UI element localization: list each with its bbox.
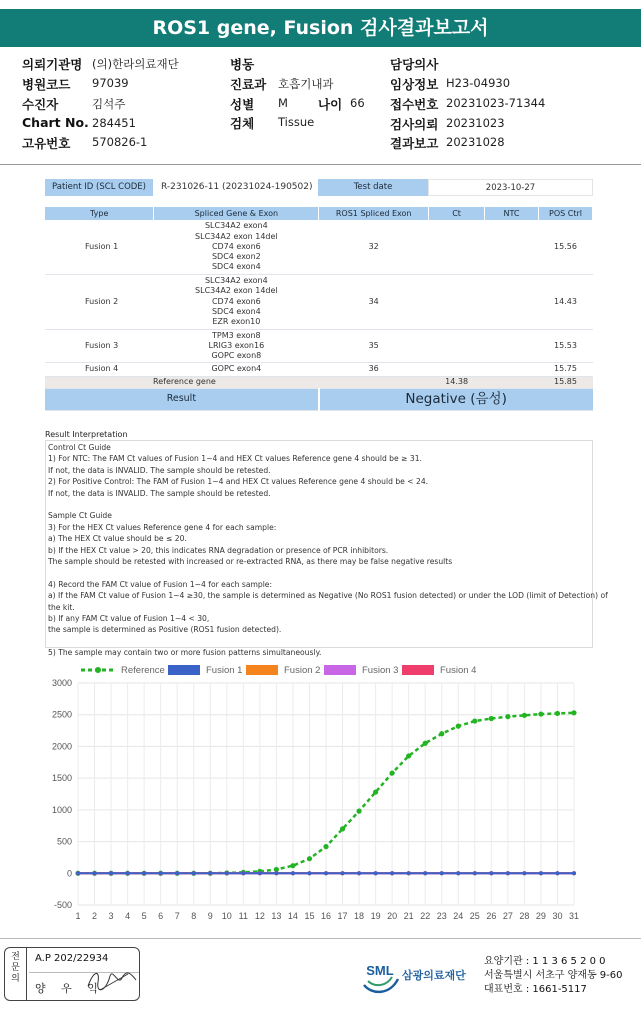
interpretation-line: a) If the FAM Ct value of Fusion 1~4 ≥30, the sample is determined as Negative (No ROS1 fusion detected) or under the LOD (limit of Detection) of <box>48 591 608 601</box>
gene-exon: GOPC exon8 <box>211 351 262 361</box>
data-point <box>439 731 444 736</box>
x-tick-label: 1 <box>75 911 81 921</box>
value-result-report: 20231028 <box>446 135 505 149</box>
value-test-request: 20231023 <box>446 116 505 130</box>
interpretation-line: b) If any FAM Ct value of Fusion 1~4 < 30, <box>48 614 210 624</box>
stamp-side-char: 문 <box>11 963 20 973</box>
x-tick-label: 20 <box>387 911 398 921</box>
test-date-value: 2023-10-27 <box>428 179 593 196</box>
legend-swatch <box>168 665 200 675</box>
data-point <box>225 871 229 875</box>
interpretation-line: If not, the data is INVALID. The sample should be retested. <box>48 465 271 475</box>
ntc-cell <box>485 220 539 275</box>
label-hospital-code: 병원코드 <box>22 77 71 92</box>
label-requesting-institution: 의뢰기관명 <box>22 57 83 72</box>
reference-pos: 15.85 <box>539 376 593 388</box>
pos-cell: 14.43 <box>539 275 593 330</box>
x-tick-label: 9 <box>207 911 213 921</box>
exon-cell: 34 <box>319 275 429 330</box>
data-point <box>473 871 477 875</box>
interpretation-line <box>48 636 590 647</box>
genes-cell <box>154 329 319 363</box>
data-point <box>489 871 493 875</box>
doctor-name: 양 우 익 <box>35 982 104 995</box>
x-tick-label: 21 <box>403 911 414 921</box>
stamp-side-char: 전 <box>11 952 20 962</box>
pos-cell: 15.56 <box>539 220 593 275</box>
interpretation-line: 1) For NTC: The FAM Ct values of Fusion 1~4 and HEX Ct values Reference gene 4 should be ≥ 31. <box>48 454 422 464</box>
type-cell: Fusion 4 <box>45 363 154 376</box>
x-tick-label: 30 <box>552 911 563 921</box>
legend-label: Fusion 2 <box>284 665 321 676</box>
gene-exon: SLC34A2 exon4 <box>204 276 268 285</box>
data-point <box>323 844 328 849</box>
label-ward: 병동 <box>230 57 255 72</box>
exon-cell: 32 <box>319 220 429 275</box>
col-pos-ctrl: POS Ctrl <box>539 207 593 220</box>
data-point <box>291 871 295 875</box>
y-tick-label: 2500 <box>51 709 72 720</box>
gene-exon: EZR exon10 <box>212 317 261 327</box>
exon-cell: 36 <box>319 363 429 376</box>
y-tick-label: -500 <box>53 900 72 910</box>
ct-cell <box>429 220 485 275</box>
gene-exon: TPM3 exon8 <box>212 330 261 340</box>
genes-cell <box>154 220 319 275</box>
legend-swatch-dot <box>95 667 101 673</box>
legend-swatch <box>402 665 434 675</box>
reference-row <box>45 376 593 388</box>
exon-cell: 35 <box>319 329 429 363</box>
label-department: 진료과 <box>230 77 267 92</box>
pos-cell: 15.75 <box>539 363 593 376</box>
value-requesting-institution: (의)한라의료재단 <box>92 57 179 71</box>
interpretation-line: the kit. <box>48 602 75 612</box>
result-row <box>45 388 593 410</box>
data-point <box>374 871 378 875</box>
y-tick-label: 1500 <box>51 773 72 784</box>
ntc-cell <box>485 275 539 330</box>
reference-ct: 14.38 <box>429 376 485 388</box>
pos-cell: 15.53 <box>539 329 593 363</box>
gene-exon: CD74 exon6 <box>211 241 261 251</box>
data-point <box>522 713 527 718</box>
legend-label: Fusion 3 <box>362 665 399 676</box>
amplification-chart <box>40 660 600 925</box>
signature-icon <box>80 966 140 996</box>
label-unique-no: 고유번호 <box>22 136 71 151</box>
x-tick-label: 18 <box>354 911 365 921</box>
interpretation-line: The sample should be retested with increased or re-extracted RNA, as there may be false negative results <box>48 557 453 567</box>
value-department: 호흡기내과 <box>278 77 334 91</box>
ct-cell <box>429 329 485 363</box>
data-point <box>390 871 394 875</box>
table-header-row <box>45 207 593 220</box>
data-point <box>407 871 411 875</box>
value-clinical-info: H23-04930 <box>446 76 511 90</box>
table-row <box>45 275 593 330</box>
data-point <box>93 871 97 875</box>
label-result-report: 결과보고 <box>390 136 439 151</box>
data-point <box>506 871 510 875</box>
col-ros1-exon: ROS1 Spliced Exon <box>319 207 429 220</box>
data-point <box>555 711 560 716</box>
data-point <box>126 871 130 875</box>
data-point <box>307 871 311 875</box>
label-specimen: 검체 <box>230 116 255 131</box>
value-specimen: Tissue <box>278 115 315 129</box>
data-point <box>142 871 146 875</box>
y-tick-label: 1000 <box>51 804 72 815</box>
data-point <box>456 724 461 729</box>
x-tick-label: 23 <box>436 911 447 921</box>
address-line: 대표번호 : 1661-5117 <box>484 984 587 995</box>
gene-exon: SLC34A2 exon 14del <box>195 286 278 296</box>
interpretation-line: Sample Ct Guide <box>48 511 112 521</box>
data-point <box>505 714 510 719</box>
data-point <box>208 871 212 875</box>
pathologist-stamp <box>4 947 140 1001</box>
data-point <box>572 871 576 875</box>
ct-cell <box>429 275 485 330</box>
x-tick-label: 4 <box>125 911 131 921</box>
x-tick-label: 16 <box>320 911 332 921</box>
x-tick-label: 26 <box>486 911 497 921</box>
result-label: Result <box>45 388 319 410</box>
reference-ntc <box>485 376 539 388</box>
interpretation-line <box>48 567 590 578</box>
interpretation-line: Control Ct Guide <box>48 443 111 452</box>
reference-label: Reference gene <box>45 376 429 388</box>
address-line: 서울특별시 서초구 양재동 9-60 <box>484 970 623 981</box>
data-point <box>274 871 278 875</box>
x-tick-label: 19 <box>370 911 381 921</box>
x-tick-label: 24 <box>453 911 464 921</box>
report-title: ROS1 gene, Fusion 검사결과보고서 <box>0 9 641 47</box>
value-unique-no: 570826-1 <box>92 135 148 149</box>
data-point <box>241 871 245 875</box>
legend-label: Fusion 1 <box>206 665 243 676</box>
data-point <box>192 871 196 875</box>
table-row <box>45 329 593 363</box>
data-point <box>423 741 428 746</box>
patient-info <box>22 55 622 155</box>
y-tick-label: 0 <box>66 868 72 879</box>
table-row <box>45 363 593 376</box>
interpretation-title: Result Interpretation <box>45 430 128 439</box>
interpretation-line: 5) The sample may contain two or more fusion patterns simultaneously. <box>48 648 322 658</box>
label-sex: 성별 <box>230 97 255 112</box>
x-tick-label: 2 <box>92 911 98 921</box>
label-reception-no: 접수번호 <box>390 97 439 112</box>
interpretation-line: the sample is determined as Positive (ROS1 fusion detected). <box>48 625 282 635</box>
x-tick-label: 25 <box>469 911 480 921</box>
gene-exon: SDC4 exon2 <box>211 252 261 262</box>
data-point <box>472 718 477 723</box>
data-point <box>357 871 361 875</box>
type-cell: Fusion 3 <box>45 329 154 363</box>
data-point <box>356 809 361 814</box>
result-table <box>45 207 593 411</box>
genes-cell <box>154 363 319 376</box>
interpretation-line: 3) For the HEX Ct values Reference gene 4 for each sample: <box>48 522 277 532</box>
label-clinical-info: 임상정보 <box>390 77 439 92</box>
legend-swatch <box>246 665 278 675</box>
stamp-side-char: 의 <box>11 974 20 984</box>
x-tick-label: 7 <box>174 911 180 921</box>
data-point <box>571 710 576 715</box>
data-point <box>307 856 312 861</box>
x-tick-label: 8 <box>191 911 197 921</box>
address-line: 요양기관 : 1 1 3 6 5 2 0 0 <box>484 956 606 967</box>
x-tick-label: 11 <box>238 911 249 921</box>
interpretation-line <box>48 499 590 510</box>
header-divider <box>0 164 641 165</box>
data-point <box>341 871 345 875</box>
gene-exon: SDC4 exon4 <box>211 262 261 272</box>
legend-label: Fusion 4 <box>440 665 477 676</box>
legend-label: Reference <box>121 665 165 676</box>
x-tick-label: 22 <box>420 911 431 921</box>
data-point <box>406 753 411 758</box>
x-tick-label: 27 <box>502 911 513 921</box>
footer-divider <box>0 938 641 939</box>
x-tick-label: 17 <box>337 911 348 921</box>
interpretation-box <box>45 440 608 658</box>
data-point <box>159 871 163 875</box>
data-point <box>489 716 494 721</box>
data-point <box>555 871 559 875</box>
data-point <box>290 863 295 868</box>
col-gene-exon: Spliced Gene & Exon <box>154 207 319 220</box>
data-point <box>175 871 179 875</box>
data-point <box>423 871 427 875</box>
value-sex: M <box>278 96 288 110</box>
gene-exon: CD74 exon6 <box>211 296 261 306</box>
data-point <box>539 871 543 875</box>
x-tick-label: 12 <box>254 911 265 921</box>
interpretation-line: If not, the data is INVALID. The sample should be retested. <box>48 488 271 498</box>
x-tick-label: 29 <box>535 911 546 921</box>
y-tick-label: 3000 <box>51 678 72 688</box>
data-point <box>258 871 262 875</box>
x-tick-label: 10 <box>221 911 232 921</box>
value-age: 66 <box>350 96 365 110</box>
data-point <box>522 871 526 875</box>
label-chart-no: Chart No. <box>22 115 89 130</box>
col-ct: Ct <box>429 207 485 220</box>
data-point <box>109 871 113 875</box>
ct-cell <box>429 363 485 376</box>
value-chart-no: 284451 <box>92 116 136 130</box>
org-name: 삼광의료재단 <box>402 969 466 982</box>
result-value: Negative (음성) <box>319 388 593 410</box>
data-point <box>440 871 444 875</box>
type-cell: Fusion 1 <box>45 220 154 275</box>
genes-cell <box>154 275 319 330</box>
ntc-cell <box>485 329 539 363</box>
gene-exon: SLC34A2 exon4 <box>204 221 268 231</box>
interpretation-line: 4) Record the FAM Ct value of Fusion 1~4 for each sample: <box>48 579 273 589</box>
data-point <box>390 770 395 775</box>
gene-exon: LRIG3 exon16 <box>208 340 265 350</box>
patient-id-value: R-231026-11 (20231024-190502) <box>161 182 313 192</box>
x-tick-label: 28 <box>519 911 530 921</box>
data-point <box>456 871 460 875</box>
y-tick-label: 2000 <box>51 741 72 752</box>
stamp-side-label <box>5 948 27 1000</box>
patient-id-label: Patient ID (SCL CODE) <box>45 179 153 196</box>
label-test-request: 검사의뢰 <box>390 117 439 132</box>
value-patient-name: 김석주 <box>92 97 126 111</box>
ap-number: A.P 202/22934 <box>35 953 109 964</box>
type-cell: Fusion 2 <box>45 275 154 330</box>
x-tick-label: 31 <box>568 911 580 921</box>
label-doctor: 담당의사 <box>390 57 439 72</box>
x-tick-label: 13 <box>271 911 282 921</box>
col-ntc: NTC <box>485 207 539 220</box>
data-point <box>538 711 543 716</box>
data-point <box>340 826 345 831</box>
interpretation-line: a) The HEX Ct value should be ≤ 20. <box>48 534 187 544</box>
interpretation-line: b) If the HEX Ct value > 20, this indicates RNA degradation or presence of PCR inhibitors. <box>48 545 389 555</box>
ntc-cell <box>485 363 539 376</box>
x-tick-label: 6 <box>158 911 164 921</box>
label-age: 나이 <box>318 97 343 112</box>
y-tick-label: 500 <box>56 836 72 847</box>
org-address <box>484 955 623 997</box>
legend-swatch <box>324 665 356 675</box>
gene-exon: GOPC exon4 <box>211 364 262 374</box>
value-reception-no: 20231023-71344 <box>446 96 546 110</box>
data-point <box>373 789 378 794</box>
x-tick-label: 5 <box>141 911 147 921</box>
x-tick-label: 14 <box>287 911 298 921</box>
col-type: Type <box>45 207 154 220</box>
value-hospital-code: 97039 <box>92 76 129 90</box>
data-point <box>76 871 80 875</box>
gene-exon: SLC34A2 exon 14del <box>195 231 278 241</box>
logo-text: SML <box>366 963 394 978</box>
sml-logo-icon <box>360 955 400 995</box>
table-row <box>45 220 593 275</box>
patient-id-row <box>45 179 593 196</box>
interpretation-line: 2) For Positive Control: The FAM of Fusion 1~4 and HEX Ct values Reference gene 4 should be < 24. <box>48 477 429 487</box>
label-patient-name: 수진자 <box>22 97 59 112</box>
test-date-label: Test date <box>318 179 428 196</box>
data-point <box>324 871 328 875</box>
x-tick-label: 15 <box>304 911 315 921</box>
gene-exon: SDC4 exon4 <box>211 306 261 316</box>
x-tick-label: 3 <box>108 911 114 921</box>
